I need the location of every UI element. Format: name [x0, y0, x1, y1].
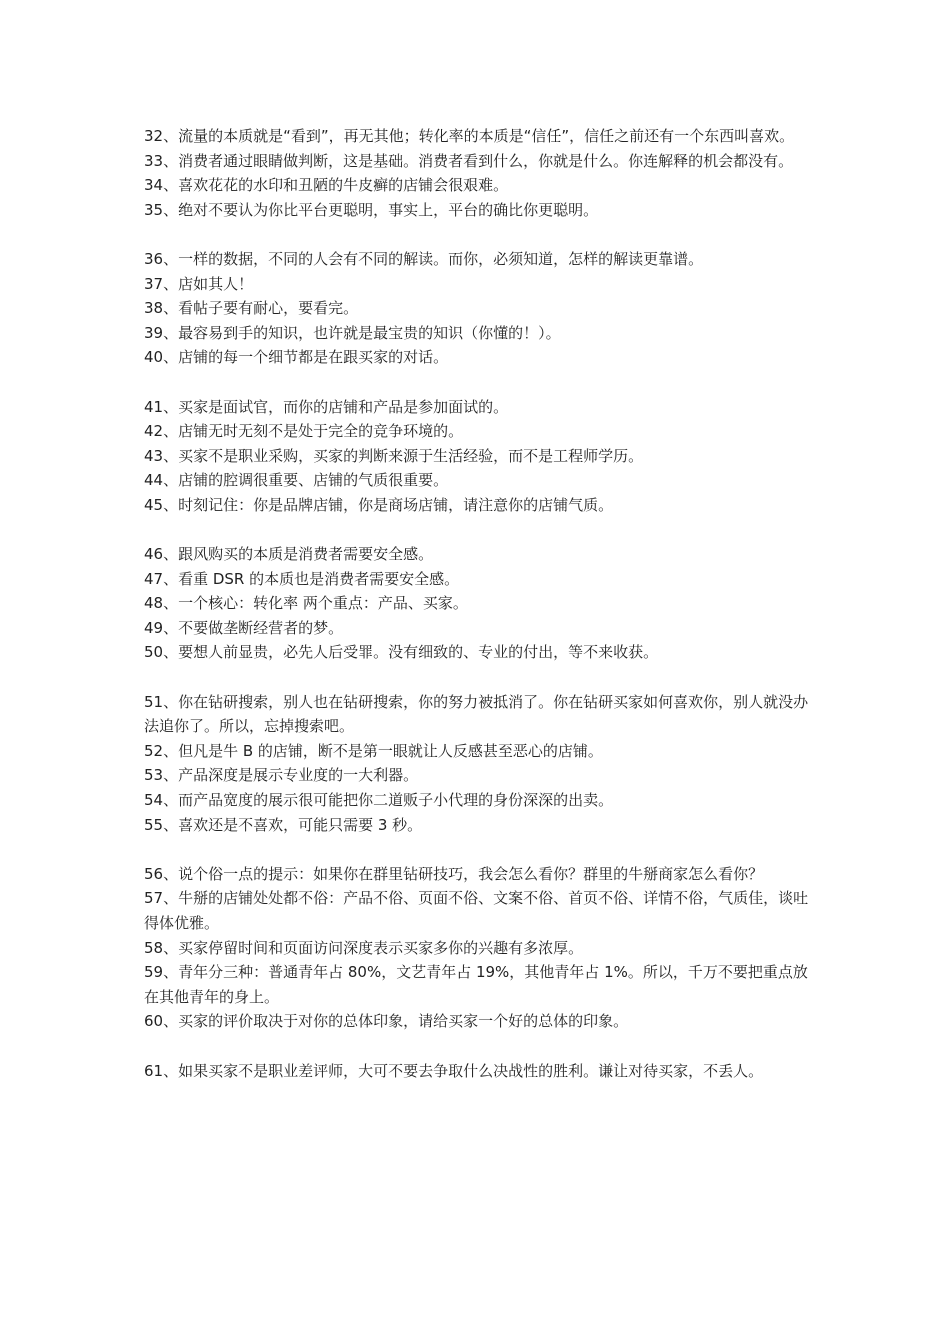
paragraph-group: [144, 1059, 810, 1084]
list-item: 59、青年分三种：普通青年占 80%，文艺青年占 19%，其他青年占 1%。所以，千万不要把重点放在其他青年的身上。: [144, 963, 808, 1006]
list-item: 37、店如其人！: [144, 274, 254, 293]
list-item: 42、店铺无时无刻不是处于完全的竞争环境的。: [144, 422, 464, 441]
list-item: 58、买家停留时间和页面访问深度表示买家多你的兴趣有多浓厚。: [144, 938, 584, 957]
paragraph-group: [144, 862, 810, 1034]
list-item: 35、绝对不要认为你比平台更聪明，事实上，平台的确比你更聪明。: [144, 200, 599, 219]
list-item: 50、要想人前显贵，必先人后受罪。没有细致的、专业的付出，等不来收获。: [144, 643, 659, 662]
list-item: 39、最容易到手的知识，也许就是最宝贵的知识（你懂的！）。: [144, 323, 561, 342]
list-item: 49、不要做垄断经营者的梦。: [144, 618, 344, 637]
list-item: 61、如果买家不是职业差评师，大可不要去争取什么决战性的胜利。谦让对待买家，不丢人。: [144, 1061, 764, 1080]
list-item: 34、喜欢花花的水印和丑陋的牛皮癣的店铺会很艰难。: [144, 176, 509, 195]
list-item: 43、买家不是职业采购，买家的判断来源于生活经验，而不是工程师学历。: [144, 446, 644, 465]
list-item: 56、说个俗一点的提示：如果你在群里钻研技巧，我会怎么看你？群里的牛掰商家怎么看你？: [144, 864, 764, 883]
list-item: 40、店铺的每一个细节都是在跟买家的对话。: [144, 348, 449, 367]
list-item: 44、店铺的腔调很重要、店铺的气质很重要。: [144, 471, 449, 490]
list-item: 53、产品深度是展示专业度的一大利器。: [144, 766, 419, 785]
list-item: 32、流量的本质就是“看到”，再无其他；转化率的本质是“信任”，信任之前还有一个东西叫喜欢。: [144, 127, 795, 145]
paragraph-group: [144, 124, 810, 222]
list-item: 41、买家是面试官，而你的店铺和产品是参加面试的。: [144, 397, 509, 416]
list-item: 55、喜欢还是不喜欢，可能只需要 3 秒。: [144, 815, 423, 834]
list-item: 46、跟风购买的本质是消费者需要安全感。: [144, 545, 434, 564]
list-item: 47、看重 DSR 的本质也是消费者需要安全感。: [144, 569, 460, 588]
list-item: 60、买家的评价取决于对你的总体印象，请给买家一个好的总体的印象。: [144, 1012, 629, 1031]
list-item: 48、一个核心：转化率 两个重点：产品、买家。: [144, 594, 468, 613]
list-item: 57、牛掰的店铺处处都不俗：产品不俗、页面不俗、文案不俗、首页不俗、详情不俗，气质佳，谈吐得体优雅。: [144, 889, 809, 932]
list-item: 36、一样的数据，不同的人会有不同的解读。而你，必须知道，怎样的解读更靠谱。: [144, 249, 704, 268]
document-body: [144, 124, 810, 1108]
list-item: 45、时刻记住：你是品牌店铺，你是商场店铺，请注意你的店铺气质。: [144, 495, 614, 514]
list-item: 38、看帖子要有耐心，要看完。: [144, 299, 359, 318]
list-item: 54、而产品宽度的展示很可能把你二道贩子小代理的身份深深的出卖。: [144, 791, 614, 810]
list-item: 51、你在钻研搜索，别人也在钻研搜索，你的努力被抵消了。你在钻研买家如何喜欢你，别人就没办法追你了。所以，忘掉搜索吧。: [144, 692, 809, 736]
paragraph-group: [144, 395, 810, 518]
paragraph-group: [144, 247, 810, 370]
list-item: 52、但凡是牛 B 的店铺，断不是第一眼就让人反感甚至恶心的店铺。: [144, 741, 603, 760]
paragraph-group: [144, 542, 810, 665]
paragraph-group: [144, 690, 810, 838]
list-item: 33、消费者通过眼睛做判断，这是基础。消费者看到什么，你就是什么。你连解释的机会都没有。: [144, 151, 794, 170]
